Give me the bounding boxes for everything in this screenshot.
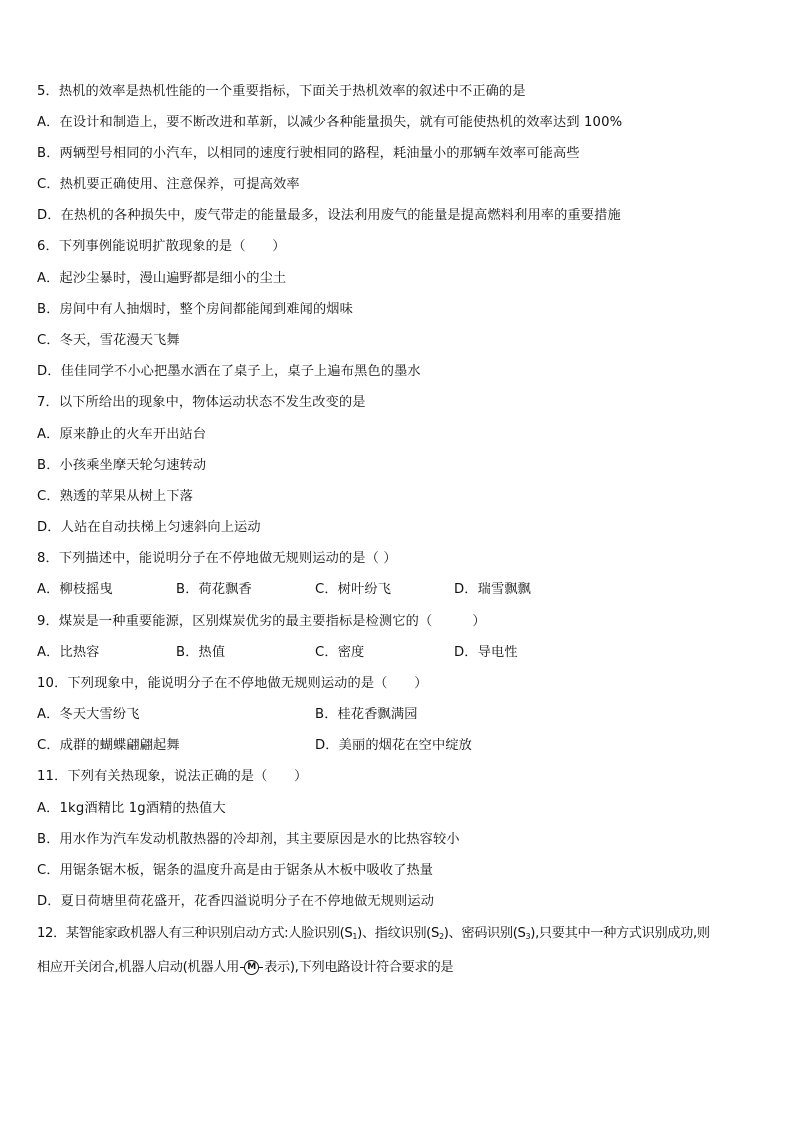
q10-option-a: A．冬天大雪纷飞 (37, 707, 140, 722)
q7-stem: 7．以下所给出的现象中，物体运动状态不发生改变的是 (37, 395, 366, 410)
q9-option-a: A．比热容 (37, 645, 100, 660)
q11-option-d: D．夏日荷塘里荷花盛开，花香四溢说明分子在不停地做无规则运动 (37, 894, 435, 909)
q6-option-d: D．佳佳同学不小心把墨水洒在了桌子上，桌子上遍布黑色的墨水 (37, 364, 421, 379)
q6-stem: 6．下列事例能说明扩散现象的是（ ） (37, 239, 286, 254)
q12-line2-text-2: 表示),下列电路设计符合要求的是 (264, 960, 454, 975)
q8-option-d: D．瑞雪飘飘 (454, 582, 531, 597)
q9-stem: 9．煤炭是一种重要能源，区别煤炭优劣的最主要指标是检测它的（ ） (37, 614, 486, 629)
q12-subscript-3: 3 (525, 932, 531, 941)
q8-option-b: B．荷花飘香 (176, 582, 252, 597)
q10-stem: 10．下列现象中，能说明分子在不停地做无规则运动的是（ ） (37, 676, 428, 691)
q12-line2-text-1: 相应开关闭合,机器人启动(机器人用 (37, 960, 240, 975)
q12-text-1: 12．某智能家政机器人有三种识别启动方式:人脸识别(S (37, 926, 353, 941)
q5-option-b: B．两辆型号相同的小汽车，以相同的速度行驶相同的路程，耗油量小的那辆车效率可能高些 (37, 146, 580, 161)
motor-symbol-letter: M (244, 960, 259, 975)
q12-subscript-1: 1 (352, 932, 358, 941)
q5-option-c: C．热机要正确使用、注意保养，可提高效率 (37, 177, 300, 192)
q9-option-b: B．热值 (176, 645, 226, 660)
q8-option-a: A．柳枝摇曳 (37, 582, 113, 597)
q7-option-d: D．人站在自动扶梯上匀速斜向上运动 (37, 520, 261, 535)
q10-option-b: B．桂花香飘满园 (315, 707, 418, 722)
q10-option-d: D．美丽的烟花在空中绽放 (315, 738, 473, 753)
q7-option-a: A．原来静止的火车开出站台 (37, 427, 207, 442)
q6-option-c: C．冬天，雪花漫天飞舞 (37, 333, 180, 348)
q12-subscript-2: 2 (438, 932, 444, 941)
q10-option-c: C．成群的蝴蝶翩翩起舞 (37, 738, 180, 753)
q11-stem: 11．下列有关热现象，说法正确的是（ ） (37, 769, 308, 784)
q12-stem-line2 (37, 958, 453, 978)
q7-option-b: B．小孩乘坐摩天轮匀速转动 (37, 458, 207, 473)
q12-text-3: )、密码识别(S (443, 926, 526, 941)
q8-stem: 8．下列描述中，能说明分子在不停地做无规则运动的是（ ） (37, 551, 397, 566)
q11-option-c: C．用锯条锯木板，锯条的温度升高是由于锯条从木板中吸收了热量 (37, 863, 434, 878)
q12-text-4: ),只要其中一种方式识别成功,则 (530, 926, 710, 941)
q9-option-c: C．密度 (315, 645, 365, 660)
q5-option-d: D．在热机的各种损失中，废气带走的能量最多，设法利用废气的能量是提高燃料利用率的重要措施 (37, 208, 621, 223)
q7-option-c: C．熟透的苹果从树上下落 (37, 489, 194, 504)
q8-option-c: C．树叶纷飞 (315, 582, 392, 597)
q6-option-b: B．房间中有人抽烟时，整个房间都能闻到难闻的烟味 (37, 302, 353, 317)
q5-stem: 5．热机的效率是热机性能的一个重要指标，下面关于热机效率的叙述中不正确的是 (37, 84, 526, 99)
q12-text-2: )、指纹识别(S (357, 926, 439, 941)
q6-option-a: A．起沙尘暴时，漫山遍野都是细小的尘土 (37, 271, 287, 286)
motor-symbol-icon (240, 960, 263, 975)
q11-option-a: A．1kg酒精比 1g酒精的热值大 (37, 801, 226, 816)
q12-stem-line1 (37, 924, 710, 947)
q9-option-d: D．导电性 (454, 645, 518, 660)
q11-option-b: B．用水作为汽车发动机散热器的冷却剂，其主要原因是水的比热容较小 (37, 832, 460, 847)
q5-option-a: A．在设计和制造上，要不断改进和革新，以减少各种能量损失，就有可能使热机的效率达到 100% (37, 115, 623, 130)
